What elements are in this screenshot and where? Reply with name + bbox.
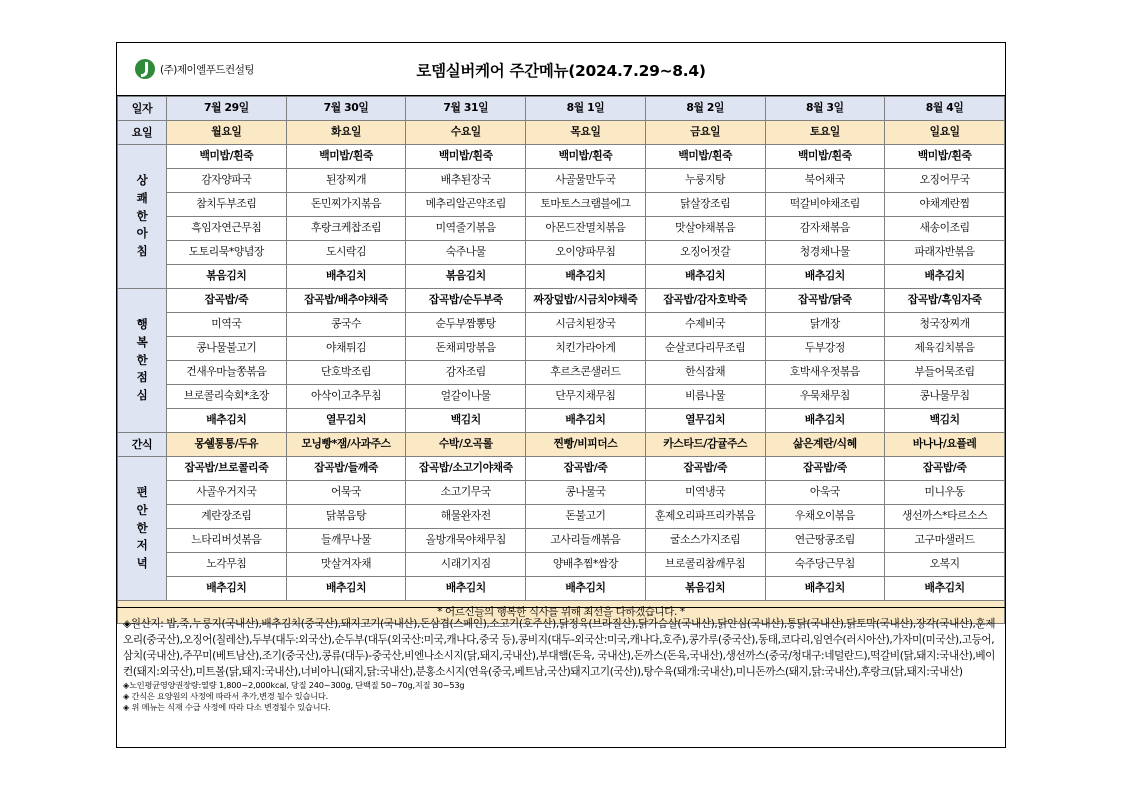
date-cell: 8월 2일 [645,97,765,121]
menu-item: 브로콜리참깨무침 [645,553,765,577]
weekday-row [118,121,1005,145]
menu-item: 떡갈비야채조림 [765,193,885,217]
menu-item: 잡곡밥/죽 [167,289,287,313]
meal-name-char: 점 [136,370,148,385]
menu-item: 훈제오리파프리카볶음 [645,505,765,529]
menu-item: 오징어젓갈 [645,241,765,265]
menu-item: 백미밥/흰죽 [885,145,1005,169]
menu-item: 호박새우젓볶음 [765,361,885,385]
meal-name-char: 행 [136,316,148,331]
menu-item: 시금치된장국 [526,313,646,337]
menu-item: 오이양파무침 [526,241,646,265]
menu-item: 백미밥/흰죽 [765,145,885,169]
menu-item: 볶음김치 [645,577,765,601]
date-label: 일자 [118,97,167,121]
menu-item: 흑임자연근무침 [167,217,287,241]
menu-item: 볶음김치 [167,265,287,289]
menu-item: 맛살겨자채 [286,553,406,577]
menu-item: 청경채나물 [765,241,885,265]
menu-item: 열무김치 [645,409,765,433]
menu-item: 한식잡채 [645,361,765,385]
snack-cell: 찐빵/비피더스 [526,433,646,457]
meal-row [118,577,1005,601]
menu-item: 누룽지탕 [645,169,765,193]
menu-item: 들깨무나물 [286,529,406,553]
snack-cell: 삶은계란/식혜 [765,433,885,457]
weekday-cell: 화요일 [286,121,406,145]
menu-item: 배추김치 [765,409,885,433]
menu-item: 잡곡밥/들깨죽 [286,457,406,481]
snack-row [118,433,1005,457]
menu-item: 후르츠콘샐러드 [526,361,646,385]
menu-item: 브로콜리숙회*초장 [167,385,287,409]
weekday-cell: 목요일 [526,121,646,145]
menu-item: 콩국수 [286,313,406,337]
meal-row [118,529,1005,553]
menu-item: 배추김치 [526,409,646,433]
menu-item: 잡곡밥/브로콜리죽 [167,457,287,481]
menu-item: 맛살야채볶음 [645,217,765,241]
menu-item: 미니우동 [885,481,1005,505]
meal-row [118,217,1005,241]
menu-item: 건새우마늘쫑볶음 [167,361,287,385]
meal-row [118,385,1005,409]
menu-item: 도토리묵*양념장 [167,241,287,265]
menu-item: 배추된장국 [406,169,526,193]
menu-item: 오징어무국 [885,169,1005,193]
meal-name-char: 복 [136,334,148,349]
menu-item: 야채계란찜 [885,193,1005,217]
menu-change-note: ◈ 위 메뉴는 식재 수급 사정에 따라 다소 변경될수 있습니다. [123,702,331,712]
menu-item: 잡곡밥/흑임자죽 [885,289,1005,313]
menu-item: 우채오이볶음 [765,505,885,529]
menu-item: 두부강정 [765,337,885,361]
date-cell: 7월 30일 [286,97,406,121]
snack-cell: 모닝빵*잼/사과주스 [286,433,406,457]
menu-item: 배추김치 [645,265,765,289]
meal-row [118,361,1005,385]
meal-name-char: 녁 [136,556,148,571]
weekday-cell: 수요일 [406,121,526,145]
menu-item: 후랑크케찹조림 [286,217,406,241]
date-cell: 8월 1일 [526,97,646,121]
menu-item: 배추김치 [167,577,287,601]
menu-item: 백김치 [406,409,526,433]
menu-item: 배추김치 [885,265,1005,289]
menu-item: 잡곡밥/감자호박죽 [645,289,765,313]
menu-item: 아욱국 [765,481,885,505]
menu-item: 백미밥/흰죽 [645,145,765,169]
snack-cell: 바나나/요플레 [885,433,1005,457]
menu-item: 미역냉국 [645,481,765,505]
menu-item: 고사리들깨볶음 [526,529,646,553]
menu-item: 감자조림 [406,361,526,385]
meal-row [118,169,1005,193]
menu-item: 된장찌개 [286,169,406,193]
menu-item: 콩나물무침 [885,385,1005,409]
menu-item: 잡곡밥/죽 [885,457,1005,481]
page-title: 로뎀실버케어 주간메뉴(2024.7.29~8.4) [416,62,706,80]
menu-item: 단무지채무침 [526,385,646,409]
meal-name-char: 심 [136,388,148,403]
weekday-label: 요일 [118,121,167,145]
menu-item: 잡곡밥/소고기야채죽 [406,457,526,481]
weekday-cell: 금요일 [645,121,765,145]
menu-item: 감자양파국 [167,169,287,193]
menu-item: 감자채볶음 [765,217,885,241]
meal-row [118,193,1005,217]
meal-name [118,457,167,601]
menu-item: 순두부짬뽕탕 [406,313,526,337]
menu-item: 배추김치 [526,577,646,601]
menu-item: 올방개묵야채무침 [406,529,526,553]
menu-item: 배추김치 [526,265,646,289]
menu-item: 배추김치 [885,577,1005,601]
menu-item: 돈민찌가지볶음 [286,193,406,217]
meal-row [118,553,1005,577]
menu-item: 계란장조림 [167,505,287,529]
menu-item: 노각무침 [167,553,287,577]
menu-item: 배추김치 [167,409,287,433]
meal-name-char: 한 [136,352,148,367]
notes-section [117,607,1005,747]
menu-item: 느타리버섯볶음 [167,529,287,553]
menu-item: 배추김치 [765,265,885,289]
menu-item: 어묵국 [286,481,406,505]
menu-item: 열무김치 [286,409,406,433]
meal-name-char: 안 [136,502,148,517]
menu-item: 백미밥/흰죽 [406,145,526,169]
menu-item: 잡곡밥/순두부죽 [406,289,526,313]
closing-message: * 어르신들의 행복한 식사를 위해 최선을 다하겠습니다. * [118,601,1005,624]
meal-row [118,409,1005,433]
company-name: (주)제이엘푸드컨설팅 [160,63,254,76]
menu-item: 아몬드잔멸치볶음 [526,217,646,241]
menu-item: 생선까스*타르소스 [885,505,1005,529]
date-cell: 8월 4일 [885,97,1005,121]
menu-item: 북어채국 [765,169,885,193]
menu-item: 순살코다리무조림 [645,337,765,361]
menu-item: 닭개장 [765,313,885,337]
snack-note: ◈ 간식은 요양원의 사정에 따라서 추가,변경 될수 있습니다. [123,691,329,701]
menu-item: 단호박조림 [286,361,406,385]
menu-item: 새송이조림 [885,217,1005,241]
menu-item: 잡곡밥/죽 [765,457,885,481]
menu-item: 닭볶음탕 [286,505,406,529]
meal-row [118,337,1005,361]
menu-item: 미역줄기볶음 [406,217,526,241]
menu-item: 콩나물국 [526,481,646,505]
menu-item: 짜장덮밥/시금치야채죽 [526,289,646,313]
meal-row [118,481,1005,505]
menu-item: 배추김치 [286,577,406,601]
menu-item: 굴소스가지조림 [645,529,765,553]
menu-item: 오복지 [885,553,1005,577]
menu-item: 배추김치 [765,577,885,601]
menu-item: 시래기지짐 [406,553,526,577]
menu-item: 잡곡밥/죽 [645,457,765,481]
menu-item: 돈채피망볶음 [406,337,526,361]
menu-item: 파래자반볶음 [885,241,1005,265]
meal-row [118,145,1005,169]
snack-cell: 몽쉘통통/두유 [167,433,287,457]
origin-note: ◈원산지: 밥,죽,누룽지(국내산),배추김치(중국산),돼지고기(국내산),돈삼겹(스페인),소고기(호주산),닭정육(브라질산),닭가슴살(국내산),닭안심(국내산),통닭(국내산),닭토막(국내산),장각(국내산),훈제오리(중국산),오징어(칠레산),두부(대두:외국산),순두부(대두(외국산:미국,캐나다,중국 등),콩비지(대두-외국산:미국,캐나다,호주),콩가루(중국산),동태,코다리,임연수(러시아산),가자미(미국산),고등어,삼치(국내산),주꾸미(베트남산),조기(중국산),콩류(대두)-중국산,비엔나소시지(닭,돼지,국내산),부대햄(돈육, 국내산),돈까스(돈육,국내산),생선까스(중국/청대구:네덜란드),떡갈비(닭,돼지:국내산),베이컨(돼지:외국산),미트볼(닭,돼지:국내산),너비아니(돼지,닭:국내산),분홍소시지(연육(중국,베트남,국산)돼지고기(국산)),탕수육(돼개:국내산),미니돈까스(돼지,닭:국내산),후랑크(닭,돼지:국내산) [123,618,996,678]
menu-item: 콩나물불고기 [167,337,287,361]
sheet-header [117,43,1005,96]
menu-item: 고구마샐러드 [885,529,1005,553]
menu-item: 잡곡밥/닭죽 [765,289,885,313]
menu-sheet [116,42,1006,748]
menu-item: 닭살장조림 [645,193,765,217]
meal-name-char: 한 [136,208,148,223]
menu-item: 토마토스크램블에그 [526,193,646,217]
menu-item: 백김치 [885,409,1005,433]
menu-item: 연근땅콩조림 [765,529,885,553]
menu-item: 배추김치 [406,577,526,601]
meal-row [118,313,1005,337]
menu-item: 수제비국 [645,313,765,337]
menu-item: 사골우거지국 [167,481,287,505]
menu-item: 해물완자전 [406,505,526,529]
meal-row [118,241,1005,265]
menu-item: 제육김치볶음 [885,337,1005,361]
snack-label: 간식 [118,433,167,457]
meal-name-char: 아 [136,226,148,241]
meal-row [118,505,1005,529]
meal-name [118,145,167,289]
nutrition-note: ◈노인평균영양권장량:열량 1,800~2,000kcal, 당질 240~300g, 단백질 50~70g,지질 30~53g [123,680,465,690]
menu-item: 잡곡밥/죽 [526,457,646,481]
weekday-cell: 일요일 [885,121,1005,145]
menu-item: 돈불고기 [526,505,646,529]
menu-item: 치킨가라아게 [526,337,646,361]
menu-item: 백미밥/흰죽 [286,145,406,169]
menu-item: 숙주나물 [406,241,526,265]
menu-item: 얼갈이나물 [406,385,526,409]
menu-item: 숙주당근무침 [765,553,885,577]
menu-item: 미역국 [167,313,287,337]
meal-name-char: 편 [136,484,148,499]
menu-item: 야채튀김 [286,337,406,361]
meal-name-char: 쾌 [136,190,148,205]
date-cell: 8월 3일 [765,97,885,121]
meal-name-char: 침 [136,244,148,259]
menu-item: 백미밥/흰죽 [167,145,287,169]
date-cell: 7월 31일 [406,97,526,121]
menu-item: 양배추찜*쌈장 [526,553,646,577]
menu-item: 우묵채무침 [765,385,885,409]
snack-cell: 수박/오곡롤 [406,433,526,457]
menu-item: 참치두부조림 [167,193,287,217]
menu-item: 부들어묵조림 [885,361,1005,385]
menu-item: 잡곡밥/배추야채죽 [286,289,406,313]
date-row [118,97,1005,121]
weekday-cell: 토요일 [765,121,885,145]
meal-row [118,289,1005,313]
meal-name-char: 한 [136,520,148,535]
menu-item: 메추리알곤약조림 [406,193,526,217]
menu-item: 사골물만두국 [526,169,646,193]
meal-row [118,457,1005,481]
menu-item: 도시락김 [286,241,406,265]
menu-item: 볶음김치 [406,265,526,289]
meal-name-char: 저 [136,538,148,553]
meal-name [118,289,167,433]
snack-cell: 카스타드/감귤주스 [645,433,765,457]
date-cell: 7월 29일 [167,97,287,121]
weekday-cell: 월요일 [167,121,287,145]
meal-name-char: 상 [136,172,148,187]
meal-row [118,265,1005,289]
weekly-menu-table [117,96,1005,624]
menu-item: 비름나물 [645,385,765,409]
menu-item: 아삭이고추무침 [286,385,406,409]
menu-item: 소고기무국 [406,481,526,505]
menu-item: 백미밥/흰죽 [526,145,646,169]
menu-item: 청국장찌개 [885,313,1005,337]
menu-item: 배추김치 [286,265,406,289]
